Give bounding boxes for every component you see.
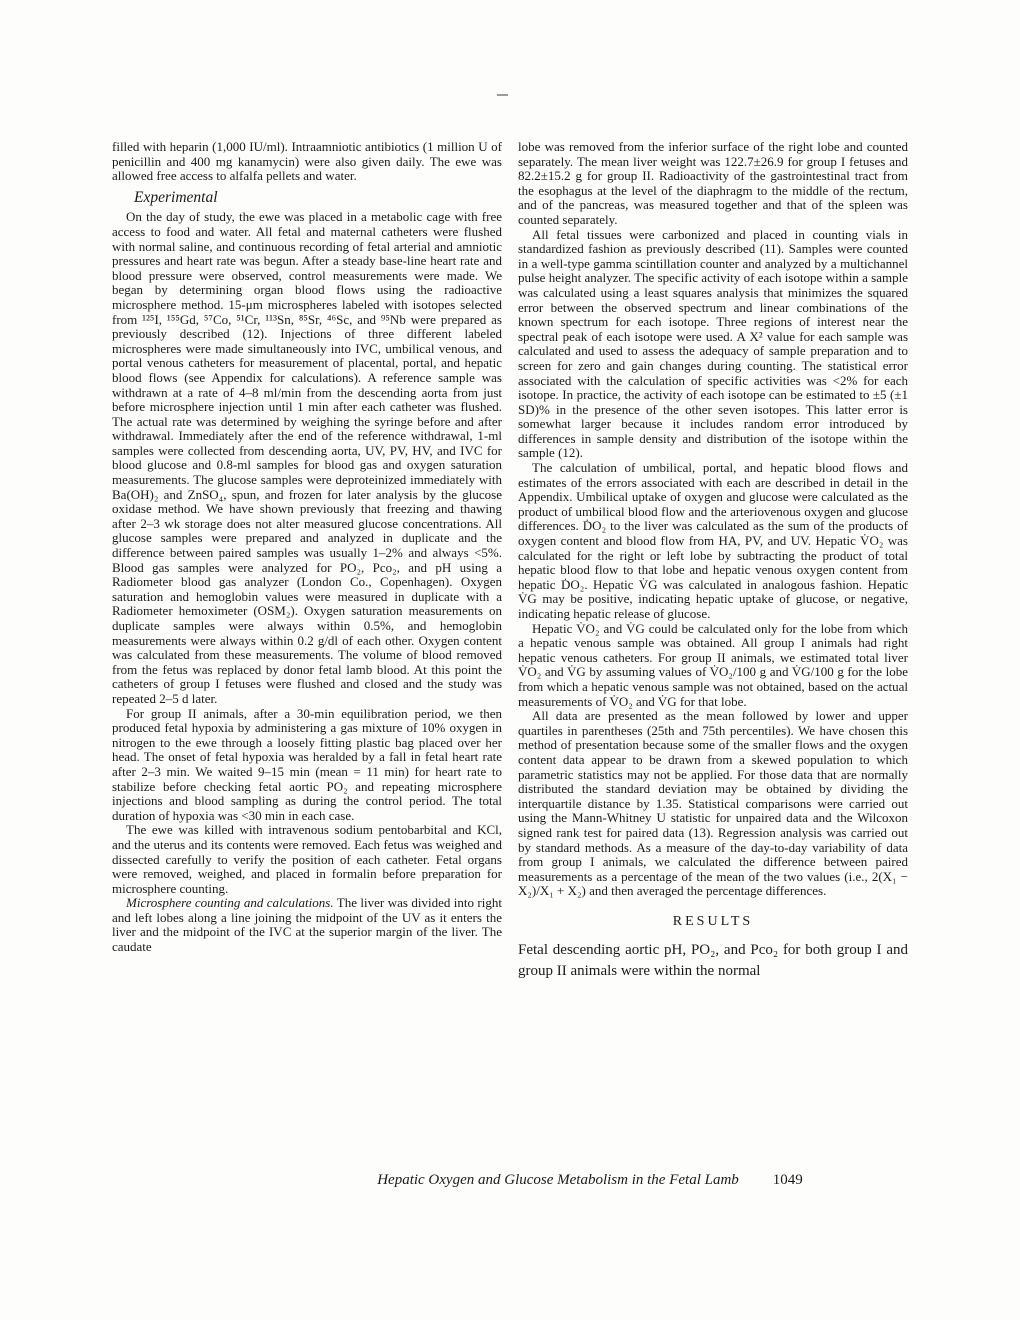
- paragraph-fetal-tissues: All fetal tissues were carbonized and placed in counting vials in standardized fashion as previously described (11). Samples were counted in a well-type gamma scintillation counter and analyzed by a multichannel pulse height analyzer. The specific activity of each isotope within a sample was calculated using a least squares analysis that minimizes the squared error between the observed spectrum and linear combinations of the known spectrum for each isotope. Three regions of interest near the spectral peak of each isotope were used. A X² value for each sample was calculated and used to assess the adequacy of sample preparation and to screen for zero and gain changes during counting. The statistical error associated with the calculation of specific activities was <2% for each isotope. In practice, the activity of each isotope can be estimated to ±5 (±1 SD)% in the presence of the other seven isotopes. This latter error is somewhat larger because it includes random error introduced by differences in sample density and distribution of the isotope within the sample (12).: [518, 226, 908, 461]
- scan-artifact-mark: [497, 94, 508, 96]
- paragraph-lead-italic: Microsphere counting and calculations.: [126, 895, 334, 911]
- paragraph-lead-rest: The liver was divided into right and left lobes along a line joining the midpoint of the UV as it enters the liver and the midpoint of the IVC at the superior margin of the liver. The caudate: [112, 895, 502, 955]
- paragraph-experimental-3: The ewe was killed with intravenous sodium pentobarbital and KCl, and the uterus and its contents were removed. Each fetus was weighed and dissected carefully to verify the position of each catheter. Fetal organs were removed, weighed, and placed in formalin before preparation for microsphere counting.: [112, 822, 502, 896]
- paragraph-flow-calculation: The calculation of umbilical, portal, and hepatic blood flows and estimates of the errors associated with each are described in detail in the Appendix. Umbilical uptake of oxygen and glucose were calculated as the product of umbilical blood flow and the arteriovenous oxygen and glucose differences. ḊO₂ to the liver was calculated as the sum of the products of oxygen content and blood flow from HA, PV, and UV. Hepatic V̇O₂ was calculated for the right or left lobe by subtracting the product of total hepatic blood flow to that lobe and hepatic venous oxygen content from hepatic ḊO₂. Hepatic V̇G was calculated in analogous fashion. Hepatic V̇G may be positive, indicating hepatic uptake of glucose, or negative, indicating hepatic release of glucose.: [518, 460, 908, 621]
- page-number: 1049: [772, 1172, 803, 1188]
- paragraph-hepatic-vo2: Hepatic V̇O₂ and V̇G could be calculated only for the lobe from which a hepatic venous sample was obtained. All group I animals had right hepatic venous catheters. For group II animals, we estimated total liver V̇O₂ and V̇G by assuming values of V̇O₂/100 g and V̇G/100 g for the lobe from which a hepatic venous sample was not obtained, based on the actual measurements of V̇O₂ and V̇G for that lobe.: [518, 620, 908, 709]
- paragraph-statistics: All data are presented as the mean followed by lower and upper quartiles in parentheses (25th and 75th percentiles). We have chosen this method of presentation because some of the smaller flows and the oxygen content data appear to be drawn from a skewed population to which parametric statistics may not be applied. For those data that are normally distributed the standard deviation may be obtained by dividing the interquartile distance by 1.35. Statistical comparisons were carried out using the Mann-Whitney U statistic for unpaired data and the Wilcoxon signed rank test for paired data (13). Regression analysis was carried out by standard methods. As a measure of the day-to-day variability of data from group I animals, we calculated the difference between paired measurements as a percentage of the mean of the two values (i.e., 2(X₁ − X₂)/X₁ + X₂) and then averaged the percentage differences.: [518, 708, 908, 899]
- paragraph-intro-continuation: filled with heparin (1,000 IU/ml). Intraamniotic antibiotics (1 million U of penicillin and 400 mg kanamycin) were also given daily. The ewe was allowed free access to alfalfa pellets and water.: [112, 139, 502, 184]
- section-heading-results: RESULTS: [672, 913, 754, 929]
- paragraph-liver-lobe-continuation: lobe was removed from the inferior surface of the right lobe and counted separately. The mean liver weight was 122.7±26.9 for group I fetuses and 82.2±15.2 g for group II. Radioactivity of the gastrointestinal tract from the esophagus at the level of the diaphragm to the middle of the rectum, and of the pancreas, was measured together and that of the spleen was counted separately.: [518, 139, 908, 227]
- left-column: [112, 140, 502, 981]
- right-column: [518, 140, 908, 981]
- running-title: Hepatic Oxygen and Glucose Metabolism in the Fetal Lamb: [377, 1172, 739, 1188]
- paragraph-experimental-1: On the day of study, the ewe was placed in a metabolic cage with free access to food and water. All fetal and maternal catheters were flushed with normal saline, and continuous recording of fetal arterial and amniotic pressures and heart rate was begun. After a steady base-line heart rate and blood pressure were observed, control measurements were made. We began by determining organ blood flows using the radioactive microsphere method. 15-μm microspheres labeled with isotopes selected from ¹²⁵I, ¹⁵⁵Gd, ⁵⁷Co, ⁵¹Cr, ¹¹³Sn, ⁸⁵Sr, ⁴⁶Sc, and ⁹⁵Nb were prepared as previously described (12). Injections of three different labeled microspheres were made simultaneously into IVC, umbilical venous, and portal venous catheters for measurement of placental, portal, and hepatic blood flows (see Appendix for calculations). A reference sample was withdrawn at a rate of 4–8 ml/min from the descending aorta from just before microsphere injection until 1 min after each catheter was flushed. The actual rate was determined by weighing the syringe before and after withdrawal. Immediately after the end of the reference withdrawal, 1-ml samples were collected from descending aorta, UV, PV, HV, and IVC for blood glucose and 0.8-ml samples for blood gas and oxygen saturation measurements. The glucose samples were deproteinized immediately with Ba(OH)₂ and ZnSO₄, spun, and frozen for later analysis by the glucose oxidase method. We have shown previously that freezing and thawing after 2–3 wk storage does not alter measured glucose concentrations. All glucose samples were prepared and analyzed in duplicate and the difference between paired samples was usually 1–2% and always <5%. Blood gas samples were analyzed for PO₂, Pco₂, and pH using a Radiometer blood gas analyzer (London Co., Copenhagen). Oxygen saturation and hemoglobin values were measured in duplicate with a Radiometer hemoximeter (OSM₂). Oxygen saturation measurements on duplicate samples were always within 0.5%, and hemoglobin measurements were always within 0.2 g/dl of each other. Oxygen content was calculated from these measurements. The volume of blood removed from the fetus was replaced by donor fetal lamb blood. At this point the catheters of group I fetuses were flushed and closed and the study was repeated 2–5 d later.: [112, 209, 502, 706]
- section-heading-experimental: Experimental: [134, 188, 218, 206]
- paragraph-experimental-2: For group II animals, after a 30-min equilibration period, we then produced fetal hypoxia by administering a gas mixture of 10% oxygen in nitrogen to the ewe through a loosely fitting plastic bag placed over her head. The onset of fetal hypoxia was heralded by a fall in fetal heart rate after 2–3 min. We waited 9–15 min (mean = 11 min) for heart rate to stabilize before checking fetal aortic PO₂ and repeating microsphere injections and blood sampling as during the control period. The total duration of hypoxia was <30 min in each case.: [112, 705, 502, 823]
- paragraph-results-1: Fetal descending aortic pH, PO₂, and Pco₂ for both group I and group II animals were within the normal: [518, 942, 908, 979]
- paragraph-microsphere-counting: [112, 896, 502, 954]
- page-footer: [112, 1172, 908, 1189]
- two-column-body: [112, 140, 908, 981]
